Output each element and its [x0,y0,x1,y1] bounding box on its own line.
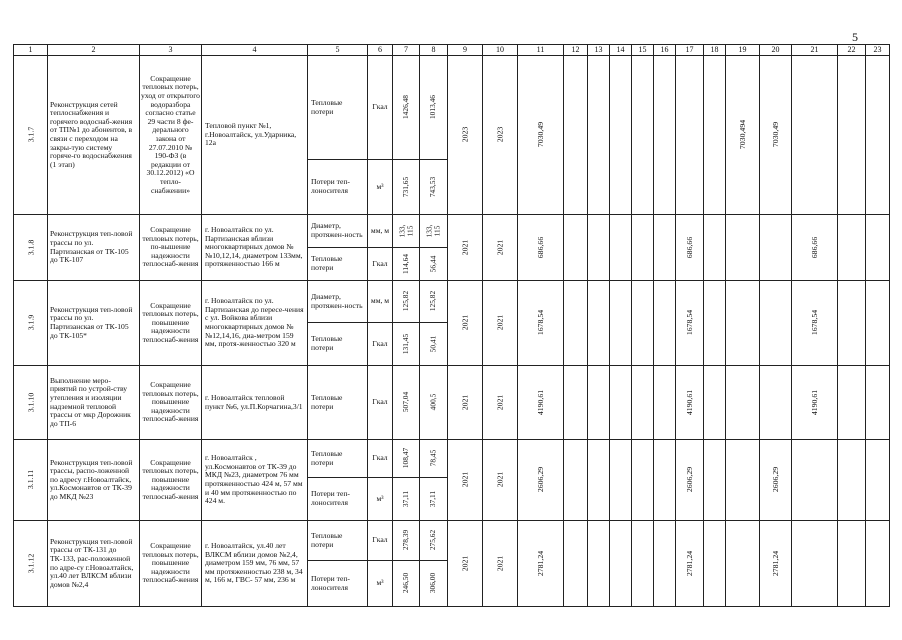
indicator-name: Потери теп-лоносителя [308,160,368,215]
project-goal: Сокращение тепловых потерь, по-вышение надежности теплоснаб-жения [140,215,202,281]
column-number: 1 [14,45,48,56]
column-number: 8 [420,45,448,56]
value-after [420,323,448,366]
value-before-text: 278,39 [400,530,410,551]
cell-c12 [564,366,588,440]
cell-c11-text: 2781,24 [536,550,545,576]
indicator-name: Тепловые потери [308,323,368,366]
cell-c19 [726,56,760,215]
cell-c11-text: 686,66 [535,236,545,258]
indicator-unit: Гкал [368,366,393,440]
value-after-text: 133, 115 [424,224,442,238]
cell-c9 [448,215,483,281]
cell-c9 [448,281,483,366]
project-name: Выполнение меро-приятий по устрой-ству утепления и изоляции надземной тепловой трассы от мкр Дорожник до ТП-6 [48,366,140,440]
cell-c21 [792,440,838,521]
value-before-text: 731,65 [400,176,410,197]
cell-c19 [726,366,760,440]
cell-c9-text: 2021 [460,314,470,331]
item-number-text: 3.1.9 [26,314,35,331]
indicator-name: Тепловые потери [308,366,368,440]
cell-c20-text: 7030,49 [771,122,780,148]
page-number: 5 [852,30,858,44]
indicator-unit: м³ [368,160,393,215]
cell-c9 [448,521,483,607]
indicator-unit: мм, м [368,281,393,323]
cell-c19 [726,440,760,521]
cell-c20-text: 2606,29 [771,467,780,493]
column-number: 7 [393,45,420,56]
value-before [393,56,420,160]
cell-c13 [588,440,610,521]
value-after-text: 37,11 [428,490,438,507]
cell-c10-text: 2021 [495,314,505,331]
cell-c17 [676,440,704,521]
cell-c21 [792,215,838,281]
cell-c14 [610,440,632,521]
table-row [14,56,890,160]
cell-c15 [632,440,654,521]
cell-c11 [518,281,564,366]
indicator-name: Тепловые потери [308,248,368,281]
value-after [420,561,448,607]
value-after-text: 56,44 [428,255,438,273]
indicator-name: Диаметр, протяжен-ность [308,281,368,323]
cell-c17 [676,366,704,440]
cell-c19 [726,281,760,366]
cell-c20 [760,521,792,607]
value-before-text: 125,82 [400,291,410,312]
cell-c16 [654,215,676,281]
value-before-text: 108,47 [400,448,410,469]
cell-c15 [632,521,654,607]
cell-c13 [588,521,610,607]
indicator-unit: Гкал [368,323,393,366]
value-after-text: 306,00 [428,573,438,594]
cell-c20 [760,440,792,521]
indicator-unit: м³ [368,478,393,521]
column-number: 10 [483,45,518,56]
cell-c10 [483,215,518,281]
cell-c16 [654,440,676,521]
cell-c19 [726,215,760,281]
cell-c21-text: 4190,61 [810,389,819,415]
project-goal: Сокращение тепловых потерь, повышение надежности теплоснаб-жения [140,521,202,607]
cell-c16 [654,56,676,215]
cell-c11 [518,440,564,521]
indicator-unit: Гкал [368,521,393,561]
value-after [420,56,448,160]
column-number: 23 [866,45,890,56]
value-before-text: 1426,48 [401,95,410,120]
column-number: 9 [448,45,483,56]
cell-c23 [866,366,890,440]
cell-c9 [448,366,483,440]
column-number: 22 [838,45,866,56]
indicator-name: Тепловые потери [308,440,368,478]
column-number: 18 [704,45,726,56]
cell-c18 [704,440,726,521]
project-name: Реконструкция теп-ловой трассы, распо-ложенной по адресу г.Новоалтайск, ул.Космонавтов от ТК-39 до МКД №23 [48,440,140,521]
cell-c23 [866,521,890,607]
column-number: 19 [726,45,760,56]
cell-c14 [610,56,632,215]
value-before [393,521,420,561]
indicator-name: Тепловые потери [308,521,368,561]
cell-c15 [632,366,654,440]
cell-c10 [483,281,518,366]
value-before [393,561,420,607]
value-after [420,281,448,323]
cell-c23 [866,56,890,215]
cell-c23 [866,215,890,281]
item-number [14,440,48,521]
cell-c9 [448,56,483,215]
table-row [14,521,890,561]
indicator-name: Тепловые потери [308,56,368,160]
project-address: Тепловой пункт №1, г.Новоалтайск, ул.Ударника, 12а [202,56,308,215]
value-after-text: 1013,46 [428,95,438,120]
cell-c17-text: 4190,61 [685,389,694,415]
cell-c14 [610,215,632,281]
column-number: 3 [140,45,202,56]
cell-c12 [564,521,588,607]
project-goal: Сокращение тепловых потерь, повышение надежности теплоснаб-жения [140,440,202,521]
value-before [393,366,420,440]
value-before [393,160,420,215]
cell-c10 [483,56,518,215]
value-after [420,215,448,248]
value-before-text: 114,64 [401,253,410,274]
cell-c10 [483,521,518,607]
cell-c13 [588,56,610,215]
item-number-text: 3.1.11 [25,470,35,490]
indicator-unit: мм, м [368,215,393,248]
indicator-name: Диаметр, протяжен-ность [308,215,368,248]
cell-c14 [610,366,632,440]
cell-c9-text: 2023 [460,126,470,143]
project-name: Реконструкция сетей теплоснабжения и горячего водоснаб-жения от ТП№1 до абонентов, в связи с переходом на закры-тую систему горяче-го водоснабжения (1 этап) [48,56,140,215]
cell-c15 [632,56,654,215]
cell-c22 [838,281,866,366]
value-after [420,521,448,561]
cell-c10-text: 2021 [495,394,505,410]
cell-c12 [564,440,588,521]
value-after-text: 743,53 [428,176,438,197]
indicator-unit: м³ [368,561,393,607]
cell-c9-text: 2021 [460,471,470,488]
project-address: г. Новоалтайск по ул. Партизанская до пересе-чения с ул. Войкова вблизи многоквартирных домов №№12,14,16, диа-метром 159 мм, протя-женностью 320 м [202,281,308,366]
value-before [393,215,420,248]
value-before [393,281,420,323]
column-number: 14 [610,45,632,56]
cell-c12 [564,281,588,366]
value-before-text: 246,50 [400,573,410,594]
cell-c22 [838,215,866,281]
cell-c22 [838,366,866,440]
cell-c16 [654,281,676,366]
value-before [393,440,420,478]
cell-c13 [588,215,610,281]
indicator-name: Потери теп-лоносителя [308,478,368,521]
cell-c17-text: 2606,29 [685,467,694,493]
cell-c13 [588,281,610,366]
cell-c21 [792,56,838,215]
value-before-text: 131,45 [400,333,410,354]
cell-c23 [866,281,890,366]
cell-c19-text: 7030,494 [738,120,747,150]
cell-c21 [792,281,838,366]
cell-c17-text: 1678,54 [685,310,694,336]
cell-c11 [518,366,564,440]
project-goal: Сокращение тепловых потерь, повышение надежности теплоснаб-жения [140,366,202,440]
cell-c9-text: 2021 [460,555,470,571]
item-number-text: 3.1.8 [26,239,35,255]
cell-c18 [704,281,726,366]
value-after-text: 275,62 [428,530,438,551]
cell-c9-text: 2021 [460,239,470,255]
indicator-unit: Гкал [368,440,393,478]
project-name: Реконструкция теп-ловой трассы по ул. Партизанская от ТК-105 до ТК-105* [48,281,140,366]
column-number: 5 [308,45,368,56]
cell-c22 [838,440,866,521]
item-number [14,366,48,440]
cell-c18 [704,56,726,215]
value-after [420,366,448,440]
cell-c20 [760,215,792,281]
investment-program-table [13,44,890,607]
cell-c13 [588,366,610,440]
cell-c10-text: 2021 [495,239,505,255]
column-number: 16 [654,45,676,56]
column-number: 6 [368,45,393,56]
project-address: г. Новоалтайск, ул.40 лет ВЛКСМ вблизи домов №2,4, диаметром 159 мм, 76 мм, 57 мм протяженностью 238 м, 34 м, 166 м, ГВС- 57 мм, 236 м [202,521,308,607]
indicator-name: Потери теп-лоносителя [308,561,368,607]
table-row [14,366,890,440]
project-name: Реконструкция теп-ловой трассы от ТК-131 до ТК-133, рас-положенной по адре-су г.Новоалтайск, ул.40 лет ВЛКСМ вблизи домов №2,4 [48,521,140,607]
cell-c11-text: 2606,29 [536,467,545,493]
cell-c10-text: 2021 [495,471,505,488]
cell-c21-text: 686,66 [809,236,819,258]
indicator-unit: Гкал [368,248,393,281]
cell-c22 [838,56,866,215]
project-address: г. Новоалтайск , ул.Космонавтов от ТК-39 до МКД №23, диаметром 76 мм протяженностью 424 м, 57 мм и 40 мм протяженностью по 424 м. [202,440,308,521]
cell-c11 [518,521,564,607]
table-row [14,440,890,478]
cell-c11-text: 7030,49 [536,122,545,148]
cell-c11 [518,215,564,281]
value-after [420,160,448,215]
value-after [420,440,448,478]
cell-c16 [654,366,676,440]
cell-c11 [518,56,564,215]
column-number: 21 [792,45,838,56]
cell-c18 [704,366,726,440]
cell-c21-text: 1678,54 [810,310,819,336]
table-row [14,215,890,248]
cell-c17-text: 686,66 [684,236,694,258]
column-number-row [14,45,890,56]
cell-c21 [792,366,838,440]
cell-c20 [760,56,792,215]
cell-c16 [654,521,676,607]
cell-c10-text: 2021 [495,555,505,571]
cell-c17 [676,215,704,281]
project-address: г. Новоалтайск по ул. Партизанская вблизи многоквартирных домов №№10,12,14, диаметром 133мм, протяженностью 166 м [202,215,308,281]
item-number [14,56,48,215]
cell-c17-text: 2781,24 [685,550,694,576]
value-after-text: 78,45 [428,449,438,467]
cell-c22 [838,521,866,607]
cell-c23 [866,440,890,521]
cell-c18 [704,521,726,607]
value-after [420,248,448,281]
cell-c10-text: 2023 [495,126,505,143]
item-number [14,215,48,281]
cell-c20 [760,366,792,440]
cell-c19 [726,521,760,607]
value-after [420,478,448,521]
project-address: г. Новоалтайск тепловой пункт №6, ул.П.Корчагина,3/1 [202,366,308,440]
cell-c12 [564,215,588,281]
cell-c15 [632,281,654,366]
value-before-text: 133, 115 [397,224,414,238]
indicator-unit: Гкал [368,56,393,160]
item-number-text: 3.1.7 [26,126,35,143]
cell-c9 [448,440,483,521]
column-number: 11 [518,45,564,56]
table-row [14,281,890,323]
item-number [14,521,48,607]
cell-c10 [483,440,518,521]
column-number: 4 [202,45,308,56]
item-number-text: 3.1.10 [26,392,35,412]
cell-c10 [483,366,518,440]
cell-c14 [610,281,632,366]
value-before [393,248,420,281]
cell-c11-text: 1678,54 [536,310,545,336]
value-before-text: 37,11 [400,490,410,507]
project-goal: Сокращение тепловых потерь, уход от открытого водоразбора согласно статье 29 части 8 фе-дерального закона от 27.07.2010 № 190-ФЗ (в редакции от 30.12.2012) «О тепло-снабжении» [140,56,202,215]
cell-c20-text: 2781,24 [771,550,780,576]
cell-c20 [760,281,792,366]
cell-c17 [676,521,704,607]
cell-c17 [676,281,704,366]
value-after-text: 400,5 [428,393,438,411]
column-number: 20 [760,45,792,56]
cell-c15 [632,215,654,281]
cell-c9-text: 2021 [460,394,470,410]
value-after-text: 125,82 [428,291,438,312]
column-number: 15 [632,45,654,56]
column-number: 13 [588,45,610,56]
value-before [393,478,420,521]
item-number [14,281,48,366]
project-name: Реконструкция теп-ловой трассы по ул. Партизанская от ТК-105 до ТК-107 [48,215,140,281]
cell-c18 [704,215,726,281]
column-number: 2 [48,45,140,56]
value-before [393,323,420,366]
cell-c11-text: 4190,61 [536,389,545,415]
value-after-text: 50,41 [428,335,438,353]
cell-c14 [610,521,632,607]
project-goal: Сокращение тепловых потерь, повышение надежности теплоснаб-жения [140,281,202,366]
cell-c17 [676,56,704,215]
cell-c21 [792,521,838,607]
value-before-text: 507,04 [400,392,410,413]
column-number: 12 [564,45,588,56]
cell-c12 [564,56,588,215]
item-number-text: 3.1.12 [26,553,35,573]
column-number: 17 [676,45,704,56]
